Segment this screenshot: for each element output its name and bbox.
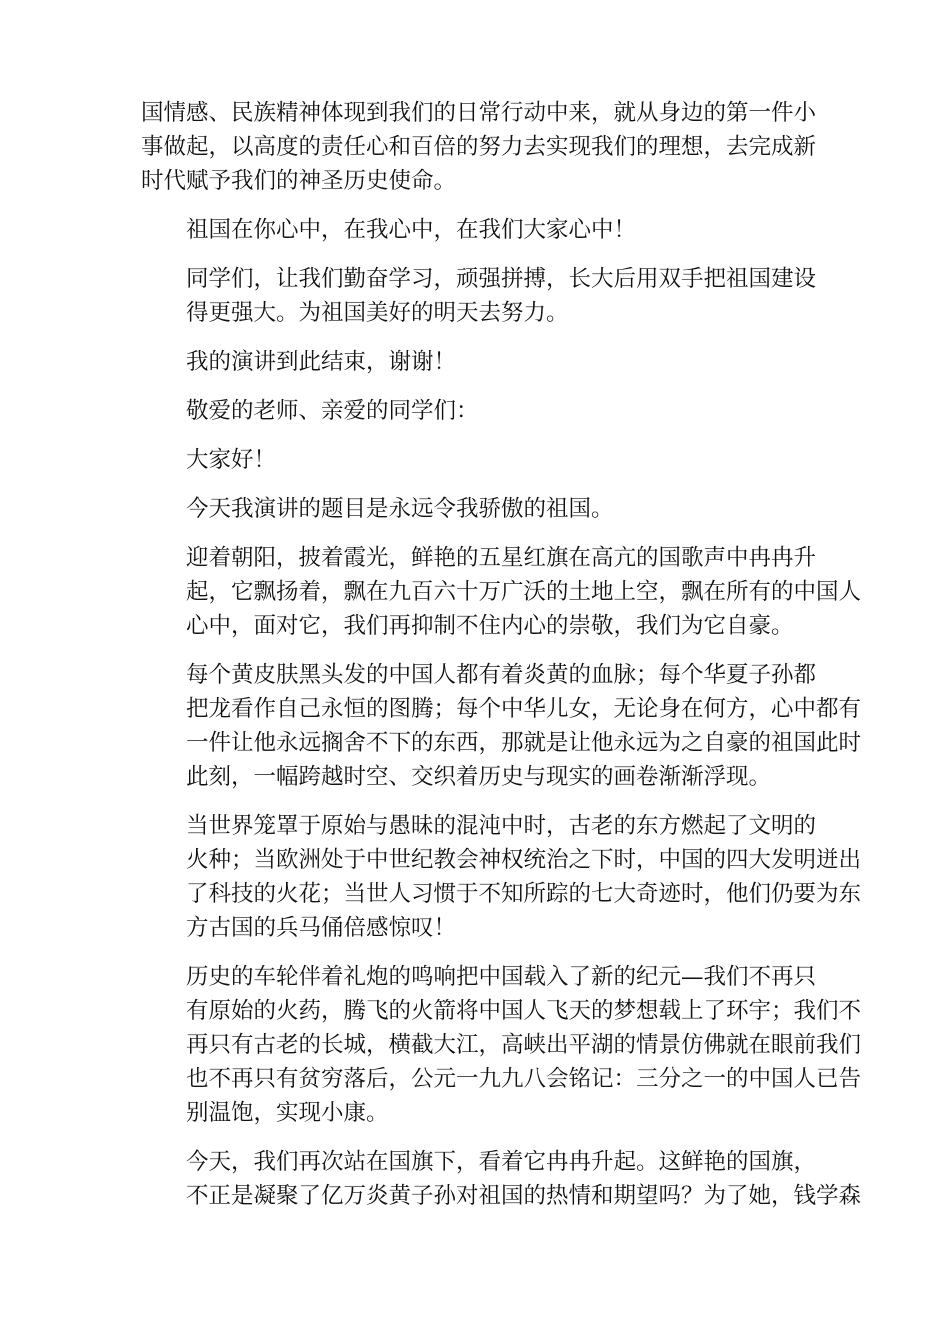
text-line: 一件让他永远搁舍不下的东西，那就是让他永远为之自豪的祖国此时 [186,730,862,756]
text-line: 把龙看作自己永恒的图腾；每个中华儿女，无论身在何方，心中都有 [186,696,862,722]
text-line: 大家好！ [186,447,277,473]
text-line: 了科技的火花；当世人习惯于不知所踪的七大奇迹时，他们仍要为东 [186,881,862,907]
paragraph [141,345,811,379]
text-line: 方古国的兵马俑倍感惊叹！ [186,915,457,941]
paragraph [141,960,862,1130]
text-line: 火种；当欧洲处于中世纪教会神权统治之下时，中国的四大发明迸出 [186,847,862,873]
document-page [141,96,862,1228]
paragraph [141,262,817,330]
text-line: 祖国在你心中，在我心中，在我们大家心中！ [186,217,637,243]
paragraph [141,213,811,247]
paragraph [141,394,811,428]
paragraph [141,492,811,526]
text-line: 今天我演讲的题目是永远令我骄傲的祖国。 [186,496,614,522]
text-line: 国情感、民族精神体现到我们的日常行动中来，就从身边的第一件小 [141,100,817,126]
text-line: 敬爱的老师、亲爱的同学们： [186,398,479,424]
text-line: 得更强大。为祖国美好的明天去努力。 [186,300,569,326]
text-line: 心中，面对它，我们再抑制不住内心的崇敬，我们为它自豪。 [186,613,794,639]
paragraph [141,658,862,794]
text-line: 不正是凝聚了亿万炎黄子孙对祖国的热情和期望吗？为了她，钱学森 [186,1183,862,1209]
paragraph [141,541,862,643]
text-line: 别温饱，实现小康。 [186,1100,389,1126]
paragraph [141,1145,862,1213]
text-line: 也不再只有贫穷落后，公元一九九八会铭记：三分之一的中国人已告 [186,1066,862,1092]
text-line: 每个黄皮肤黑头发的中国人都有着炎黄的血脉；每个华夏子孙都 [186,662,817,688]
text-line: 时代赋予我们的神圣历史使命。 [141,168,457,194]
text-line: 再只有古老的长城，横截大江，高峡出平湖的情景仿佛就在眼前我们 [186,1032,862,1058]
text-line: 同学们，让我们勤奋学习，顽强拼搏，长大后用双手把祖国建设 [186,266,817,292]
text-line: 此刻，一幅跨越时空、交织着历史与现实的画卷渐渐浮现。 [186,764,772,790]
paragraph [141,96,817,198]
text-line: 当世界笼罩于原始与愚昧的混沌中时，古老的东方燃起了文明的 [186,813,817,839]
text-line: 有原始的火药，腾飞的火箭将中国人飞天的梦想载上了环宇；我们不 [186,998,862,1024]
text-line: 起，它飘扬着，飘在九百六十万广沃的土地上空，飘在所有的中国人 [186,579,862,605]
text-line: 历史的车轮伴着礼炮的鸣响把中国载入了新的纪元—我们不再只 [186,964,817,990]
text-line: 迎着朝阳，披着霞光，鲜艳的五星红旗在高亢的国歌声中冉冉升 [186,545,817,571]
text-line: 今天，我们再次站在国旗下，看着它冉冉升起。这鲜艳的国旗， [186,1149,817,1175]
text-line: 事做起，以高度的责任心和百倍的努力去实现我们的理想，去完成新 [141,134,817,160]
paragraph [141,809,862,945]
paragraph [141,443,811,477]
text-line: 我的演讲到此结束，谢谢！ [186,349,457,375]
